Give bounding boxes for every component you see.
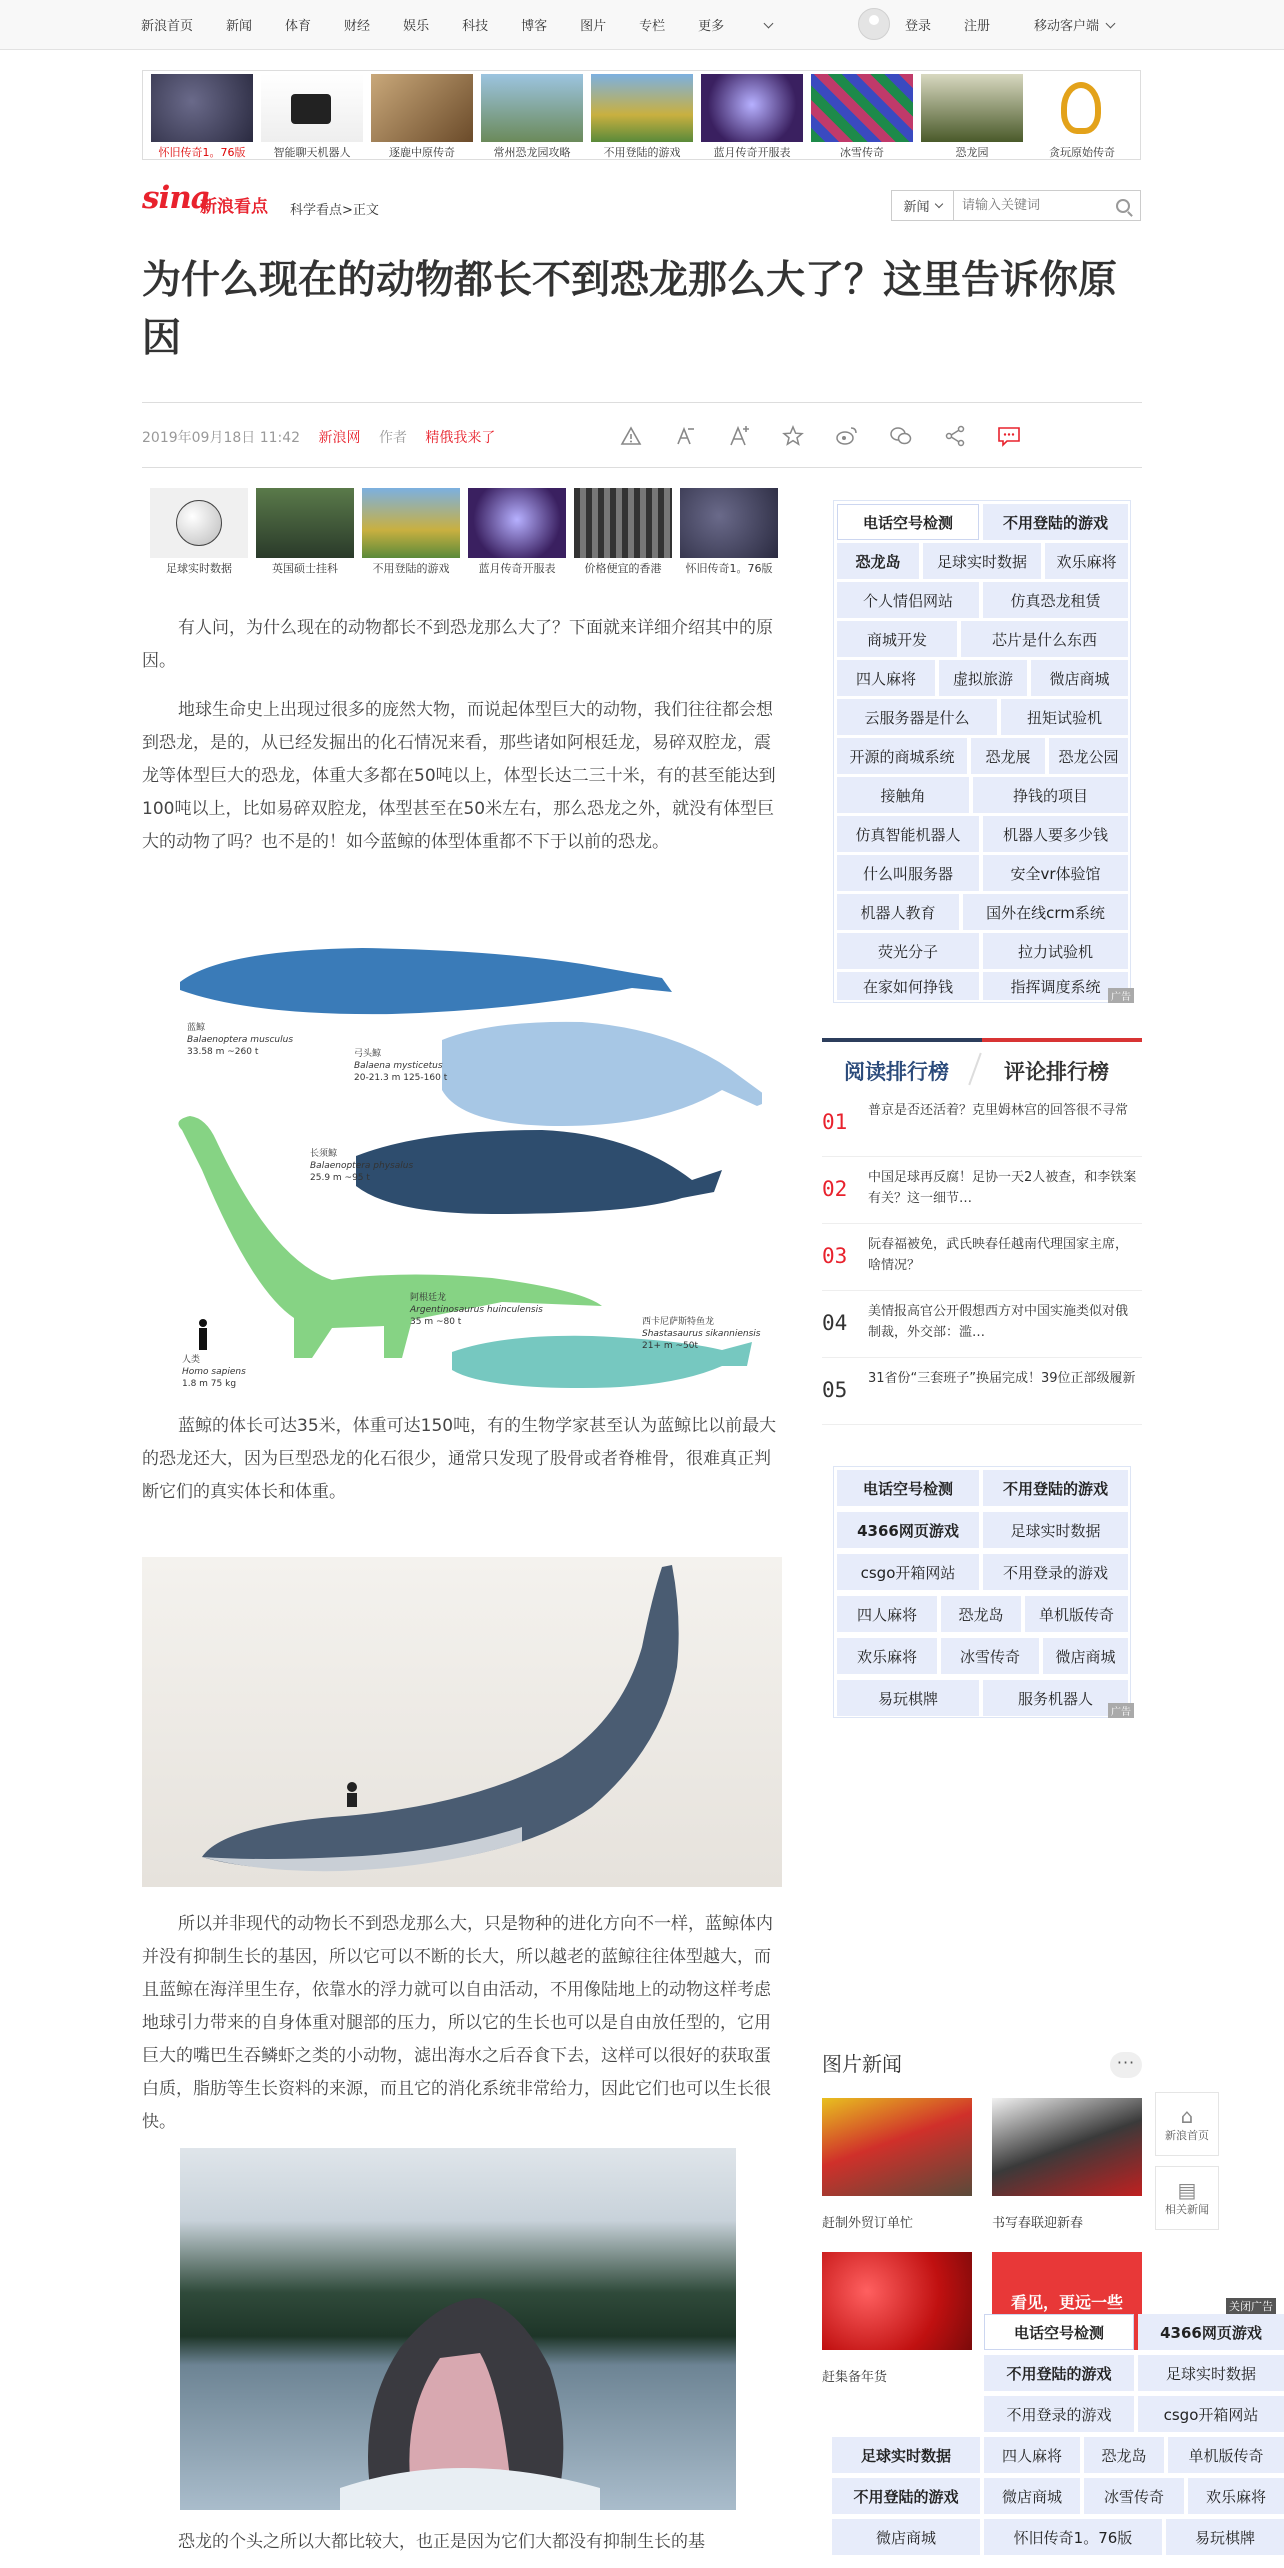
article-paragraph: 所以并非现代的动物长不到恐龙那么大，只是物种的进化方向不一样，蓝鲸体内并没有抑制生长的基因，所以它可以不断的长大，所以越老的蓝鲸往往体型越大，而且蓝鲸在海洋里生存，依靠水的浮力就可以自由活动，不用像陆地上的动物这样考虑地球引力带来的自身体重对腿部的压力，所以它的生长也可以是自由放任型的，它用巨大的嘴巴生吞鳞虾之类的小动物，滤出海水之后吞食下去，这样可以很好的获取蛋白质，脂肪等生长资料的来源，而且它的消化系统非常给力，因此它们也可以生长很快。 bbox=[142, 1914, 773, 2132]
strip-caption: 蓝月传奇开服表 bbox=[713, 146, 791, 159]
ad-link[interactable]: 微店商城 bbox=[984, 2478, 1080, 2514]
strip-thumb bbox=[591, 74, 693, 142]
top-nav-bar bbox=[0, 0, 1284, 50]
strip-thumb bbox=[371, 74, 473, 142]
ad-link[interactable]: 恐龙公园 bbox=[1049, 738, 1128, 774]
page-title: 为什么现在的动物都长不到恐龙那么大了？这里告诉你原因 bbox=[142, 258, 1118, 361]
mini-caption: 蓝月传奇开服表 bbox=[478, 562, 556, 575]
rank-number: 02 bbox=[822, 1177, 848, 1201]
float-related-button[interactable] bbox=[1155, 2166, 1219, 2230]
ad-link[interactable]: 恐龙展 bbox=[971, 738, 1045, 774]
search-category-label: 新闻 bbox=[903, 200, 930, 215]
ad-link[interactable]: 四人麻将 bbox=[837, 660, 935, 696]
ad-link[interactable]: 机器人教育 bbox=[837, 894, 959, 930]
ad-link[interactable]: 恐龙岛 bbox=[1084, 2437, 1164, 2473]
nav-item-tech[interactable]: 科技 bbox=[462, 19, 489, 34]
strip-item[interactable] bbox=[701, 74, 803, 160]
nav-item-finance[interactable]: 财经 bbox=[344, 19, 371, 34]
rank-number: 04 bbox=[822, 1311, 848, 1335]
ad-link[interactable]: 易玩棋牌 bbox=[837, 1680, 979, 1716]
strip-item[interactable] bbox=[261, 74, 363, 160]
font-increase-icon[interactable] bbox=[712, 419, 766, 453]
ad-link[interactable]: csgo开箱网站 bbox=[1138, 2396, 1284, 2432]
rank-item[interactable] bbox=[822, 1161, 1142, 1224]
pic-news-item[interactable] bbox=[822, 2098, 972, 2231]
author-link[interactable]: 精俄我来了 bbox=[425, 430, 496, 446]
strip-caption: 冰雪传奇 bbox=[840, 146, 884, 159]
strip-item[interactable] bbox=[1031, 74, 1133, 160]
strip-thumb bbox=[481, 74, 583, 142]
publish-date: 2019年09月18日 11:42 bbox=[142, 430, 301, 446]
mini-caption: 英国硕士挂科 bbox=[272, 562, 338, 575]
ad-link[interactable]: 个人情侣网站 bbox=[837, 582, 979, 618]
more-icon[interactable]: ··· bbox=[1110, 2052, 1142, 2078]
strip-thumb bbox=[151, 74, 253, 142]
ad-link[interactable]: 虚拟旅游 bbox=[939, 660, 1027, 696]
close-ad-button[interactable]: 关闭广告 bbox=[1226, 2298, 1276, 2314]
strip-thumb bbox=[1031, 74, 1133, 142]
mini-thumb bbox=[362, 488, 460, 558]
article-paragraph: 蓝鲸的体长可达35米，体重可达150吨，有的生物学家甚至认为蓝鲸比以前最大的恐龙还大，因为巨型恐龙的化石很少，通常只发现了股骨或者脊椎骨，很难真正判断它们的真实体长和体重。 bbox=[142, 1416, 777, 1502]
weibo-icon[interactable] bbox=[820, 419, 874, 453]
ad-link[interactable]: 不用登陆的游戏 bbox=[983, 1470, 1128, 1506]
strip-thumb bbox=[701, 74, 803, 142]
rank-number: 03 bbox=[822, 1244, 848, 1268]
mini-strip-item[interactable] bbox=[150, 488, 248, 576]
blue-whale-image bbox=[142, 1557, 782, 1887]
mini-thumb bbox=[574, 488, 672, 558]
ad-link[interactable]: 机器人要多少钱 bbox=[983, 816, 1128, 852]
ad-link[interactable]: 什么叫服务器 bbox=[837, 855, 979, 891]
share-icon[interactable] bbox=[928, 419, 982, 453]
mobile-client-menu[interactable] bbox=[1034, 15, 1114, 34]
ad-link[interactable]: 四人麻将 bbox=[837, 1596, 937, 1632]
figure-label-argentinosaurus: 阿根廷龙 Argentinosaurus huinculensis 35 m ~80 t bbox=[410, 1293, 543, 1327]
size-comparison-image bbox=[162, 930, 762, 1400]
pic-news-caption: 赶制外贸订单忙 bbox=[822, 2216, 914, 2231]
login-link[interactable]: 登录 bbox=[905, 19, 932, 34]
strip-thumb bbox=[811, 74, 913, 142]
figure-label-human: 人类 Homo sapiens 1.8 m 75 kg bbox=[182, 1355, 246, 1389]
ad-link[interactable]: 挣钱的项目 bbox=[973, 777, 1128, 813]
mini-strip-item[interactable] bbox=[362, 488, 460, 576]
strip-caption: 恐龙园 bbox=[955, 146, 989, 159]
ad-link[interactable]: 开源的商城系统 bbox=[837, 738, 967, 774]
tab-indicator bbox=[822, 1038, 982, 1042]
float-home-label: 新浪首页 bbox=[1165, 2129, 1209, 2142]
mini-thumb bbox=[150, 488, 248, 558]
ad-link[interactable]: 欢乐麻将 bbox=[1045, 543, 1128, 579]
rank-item[interactable] bbox=[822, 1094, 1142, 1157]
nav-item-home[interactable]: 新浪首页 bbox=[141, 19, 194, 34]
rank-text: 中国足球再反腐！足协一天2人被查，和李铁案有关？这一细节… bbox=[868, 1170, 1137, 1206]
ad-link[interactable]: 微店商城 bbox=[1043, 1638, 1128, 1674]
tab-read-rank[interactable]: 阅读排行榜 bbox=[844, 1060, 949, 1084]
strip-caption: 逐鹿中原传奇 bbox=[389, 146, 455, 159]
mini-strip-item[interactable] bbox=[574, 488, 672, 576]
strip-item[interactable] bbox=[371, 74, 473, 160]
rank-text: 31省份“三套班子”换届完成！39位正部级履新 bbox=[868, 1371, 1136, 1386]
ad-link[interactable]: 不用登录的游戏 bbox=[984, 2396, 1134, 2432]
ad-link[interactable]: 接触角 bbox=[837, 777, 969, 813]
sidebar-ad-links bbox=[833, 500, 1131, 1003]
chevron-down-icon bbox=[934, 199, 942, 207]
ad-link[interactable]: 足球实时数据 bbox=[832, 2437, 980, 2473]
strip-caption: 不用登陆的游戏 bbox=[603, 146, 681, 159]
ad-link[interactable]: 欢乐麻将 bbox=[837, 1638, 937, 1674]
mini-thumb bbox=[256, 488, 354, 558]
font-decrease-icon[interactable] bbox=[658, 419, 712, 453]
strip-item[interactable] bbox=[481, 74, 583, 160]
pic-news-thumb bbox=[992, 2098, 1142, 2196]
ad-link[interactable]: 扭矩试验机 bbox=[1001, 699, 1128, 735]
ad-link[interactable]: 易玩棋牌 bbox=[1166, 2519, 1284, 2555]
ad-link[interactable]: 云服务器是什么 bbox=[837, 699, 997, 735]
pic-news-heading: 图片新闻 bbox=[822, 2052, 902, 2076]
ad-link[interactable]: 冰雪传奇 bbox=[1084, 2478, 1184, 2514]
ad-link[interactable]: 微店商城 bbox=[1031, 660, 1128, 696]
mini-strip-item[interactable] bbox=[256, 488, 354, 576]
breadcrumb[interactable]: 科学看点>正文 bbox=[290, 203, 379, 218]
article-meta bbox=[142, 427, 495, 447]
ad-link[interactable]: 国外在线crm系统 bbox=[963, 894, 1128, 930]
nav-item-sports[interactable]: 体育 bbox=[285, 19, 312, 34]
wechat-icon[interactable] bbox=[874, 419, 928, 453]
ad-link[interactable]: 恐龙岛 bbox=[941, 1596, 1021, 1632]
article-paragraph: 有人问，为什么现在的动物都长不到恐龙那么大了？下面就来详细介绍其中的原因。 bbox=[142, 618, 773, 671]
float-home-button[interactable] bbox=[1155, 2092, 1219, 2156]
ad-link[interactable]: 足球实时数据 bbox=[923, 543, 1041, 579]
ad-link[interactable]: 电话空号检测 bbox=[837, 504, 979, 540]
nav-item-blog[interactable]: 博客 bbox=[521, 19, 548, 34]
source-link[interactable]: 新浪网 bbox=[318, 430, 361, 446]
divider bbox=[968, 1053, 982, 1086]
nav-item-ent[interactable]: 娱乐 bbox=[403, 19, 430, 34]
rank-item[interactable] bbox=[822, 1228, 1142, 1291]
ad-link[interactable]: 4366网页游戏 bbox=[1138, 2314, 1284, 2350]
author-label: 作者 bbox=[378, 430, 407, 446]
avatar[interactable] bbox=[858, 8, 890, 40]
register-link[interactable]: 注册 bbox=[964, 19, 991, 34]
ad-link[interactable]: 不用登录的游戏 bbox=[983, 1554, 1128, 1590]
nav-item-column[interactable]: 专栏 bbox=[639, 19, 666, 34]
ad-link[interactable]: 不用登陆的游戏 bbox=[983, 504, 1128, 540]
ad-link[interactable]: 欢乐麻将 bbox=[1188, 2478, 1284, 2514]
humpback-whale-image bbox=[180, 2148, 736, 2510]
ad-tag: 广告 bbox=[1108, 988, 1134, 1003]
ad-link[interactable]: 服务机器人 bbox=[983, 1680, 1128, 1716]
strip-caption: 贪玩原始传奇 bbox=[1049, 146, 1115, 159]
logo-subtitle[interactable]: 新浪看点 bbox=[200, 197, 268, 217]
strip-item[interactable] bbox=[151, 74, 253, 160]
ad-link[interactable]: 4366网页游戏 bbox=[837, 1512, 979, 1548]
star-icon[interactable] bbox=[766, 419, 820, 453]
rank-text: 美情报高官公开假想西方对中国实施类似对俄制裁，外交部：滥… bbox=[868, 1304, 1129, 1340]
rank-text: 普京是否还活着？克里姆林宫的回答很不寻常 bbox=[868, 1103, 1129, 1118]
ad-link[interactable]: 足球实时数据 bbox=[983, 1512, 1128, 1548]
top-ad-strip bbox=[142, 70, 1141, 160]
pic-news-thumb bbox=[822, 2098, 972, 2196]
tab-indicator bbox=[982, 1038, 1142, 1042]
ad-link[interactable]: 电话空号检测 bbox=[837, 1470, 979, 1506]
ad-link[interactable]: 安全vr体验馆 bbox=[983, 855, 1128, 891]
sina-logo[interactable]: sina bbox=[142, 180, 210, 216]
ad-link[interactable]: 单机版传奇 bbox=[1025, 1596, 1128, 1632]
mini-caption: 不用登陆的游戏 bbox=[372, 562, 450, 575]
comment-icon[interactable] bbox=[982, 419, 1036, 453]
ad-link[interactable]: 荧光分子 bbox=[837, 933, 979, 969]
figure-label-bowhead: 弓头鲸 Balaena mysticetus 20-21.3 m 125-160 t bbox=[354, 1049, 448, 1083]
report-icon[interactable] bbox=[604, 419, 658, 453]
search-icon[interactable] bbox=[1116, 199, 1130, 213]
ad-link[interactable]: 指挥调度系统 bbox=[983, 972, 1128, 1000]
ad-link[interactable]: 在家如何挣钱 bbox=[837, 972, 979, 1000]
pic-news-caption: 书写春联迎新春 bbox=[992, 2216, 1084, 2231]
strip-caption: 智能聊天机器人 bbox=[273, 146, 351, 159]
mini-thumb bbox=[680, 488, 778, 558]
rank-number: 05 bbox=[822, 1378, 848, 1402]
mini-strip-item[interactable] bbox=[680, 488, 778, 576]
rank-item[interactable] bbox=[822, 1362, 1142, 1425]
divider bbox=[142, 402, 1142, 403]
ad-link[interactable]: 微店商城 bbox=[832, 2519, 980, 2555]
rank-number: 01 bbox=[822, 1110, 848, 1134]
mini-caption: 足球实时数据 bbox=[166, 562, 232, 575]
pic-ad-text: 看见，更远一些 bbox=[1010, 2292, 1123, 2312]
divider bbox=[142, 467, 1142, 468]
search-box bbox=[891, 190, 1141, 221]
rank-text: 阮春福被免，武氏映春任越南代理国家主席，啥情况？ bbox=[868, 1237, 1129, 1273]
search-category-select[interactable] bbox=[892, 191, 954, 220]
ad-link[interactable]: 电话空号检测 bbox=[984, 2314, 1134, 2350]
article-paragraph: 恐龙的个头之所以大都比较大，也正是因为它们大都没有抑制生长的基 bbox=[178, 2532, 705, 2552]
mini-strip-item[interactable] bbox=[468, 488, 566, 576]
ad-link[interactable]: 单机版传奇 bbox=[1168, 2437, 1284, 2473]
tab-comment-rank[interactable]: 评论排行榜 bbox=[1004, 1060, 1109, 1084]
sidebar-ad-links bbox=[833, 1466, 1131, 1718]
ad-link[interactable]: 四人麻将 bbox=[984, 2437, 1080, 2473]
rank-item[interactable] bbox=[822, 1295, 1142, 1358]
home-icon: ⌂ bbox=[1180, 2104, 1194, 2128]
inline-ad-strip bbox=[142, 488, 782, 578]
nav-more-label: 更多 bbox=[698, 19, 725, 34]
strip-item[interactable] bbox=[591, 74, 693, 160]
chevron-down-icon bbox=[1106, 19, 1116, 29]
floating-ad bbox=[832, 2311, 1284, 2568]
ad-link[interactable]: 怀旧传奇1。76版 bbox=[984, 2519, 1162, 2555]
mobile-client-label: 移动客户端 bbox=[1034, 19, 1100, 34]
ad-link[interactable]: 恐龙岛 bbox=[837, 543, 919, 579]
article-toolbar bbox=[604, 419, 1036, 453]
mini-caption: 价格便宜的香港 bbox=[584, 562, 662, 575]
mini-caption: 怀旧传奇1。76版 bbox=[685, 562, 773, 575]
article-paragraph: 地球生命史上出现过很多的庞然大物，而说起体型巨大的动物，我们往往都会想到恐龙，是的，从已经发掘出的化石情况来看，那些诸如阿根廷龙，易碎双腔龙，震龙等体型巨大的恐龙，体重大多都在50吨以上，体型长达二三十米，有的甚至能达到100吨以上，比如易碎双腔龙，体型甚至在50米左右，那么恐龙之外，就没有体型巨大的动物了吗？也不是的！如今蓝鲸的体型体重都不下于以前的恐龙。 bbox=[142, 700, 776, 852]
float-related-label: 相关新闻 bbox=[1165, 2203, 1209, 2216]
nav-item-photo[interactable]: 图片 bbox=[580, 19, 607, 34]
ad-link[interactable]: 冰雪传奇 bbox=[941, 1638, 1039, 1674]
top-nav bbox=[141, 15, 805, 34]
ad-link[interactable]: 商城开发 bbox=[837, 621, 957, 657]
ad-tag: 广告 bbox=[1108, 1703, 1134, 1718]
document-icon: ▤ bbox=[1177, 2178, 1197, 2202]
ad-link[interactable]: 足球实时数据 bbox=[1138, 2355, 1284, 2391]
ad-link[interactable]: 不用登陆的游戏 bbox=[984, 2355, 1134, 2391]
strip-item[interactable] bbox=[921, 74, 1023, 160]
ad-link[interactable]: 芯片是什么东西 bbox=[961, 621, 1128, 657]
strip-thumb bbox=[921, 74, 1023, 142]
search-input[interactable] bbox=[954, 191, 1094, 220]
strip-caption: 怀旧传奇1。76版 bbox=[158, 146, 246, 159]
ad-link[interactable]: 仿真恐龙租赁 bbox=[983, 582, 1128, 618]
strip-item[interactable] bbox=[811, 74, 913, 160]
strip-thumb bbox=[261, 74, 363, 142]
ad-link[interactable]: 仿真智能机器人 bbox=[837, 816, 979, 852]
nav-item-news[interactable]: 新闻 bbox=[226, 19, 253, 34]
ad-link[interactable]: csgo开箱网站 bbox=[837, 1554, 979, 1590]
figure-label-shastasaurus: 西卡尼萨斯特鱼龙 Shastasaurus sikanniensis 21+ m ~50t bbox=[642, 1317, 761, 1351]
pic-news-item[interactable] bbox=[992, 2098, 1142, 2231]
nav-item-more[interactable] bbox=[698, 15, 772, 34]
chevron-down-icon bbox=[764, 19, 774, 29]
ad-link[interactable]: 拉力试验机 bbox=[983, 933, 1128, 969]
ad-link[interactable]: 不用登陆的游戏 bbox=[832, 2478, 980, 2514]
mini-thumb bbox=[468, 488, 566, 558]
pic-news-caption: 赶集备年货 bbox=[822, 2370, 888, 2385]
rank-tabs bbox=[822, 1038, 1142, 1088]
figure-label-blue-whale: 蓝鲸 Balaenoptera musculus 33.58 m ~260 t bbox=[187, 1023, 294, 1057]
figure-label-fin-whale: 长须鲸 Balaenoptera physalus 25.9 m ~95 t bbox=[310, 1149, 414, 1183]
strip-caption: 常州恐龙园攻略 bbox=[493, 146, 571, 159]
